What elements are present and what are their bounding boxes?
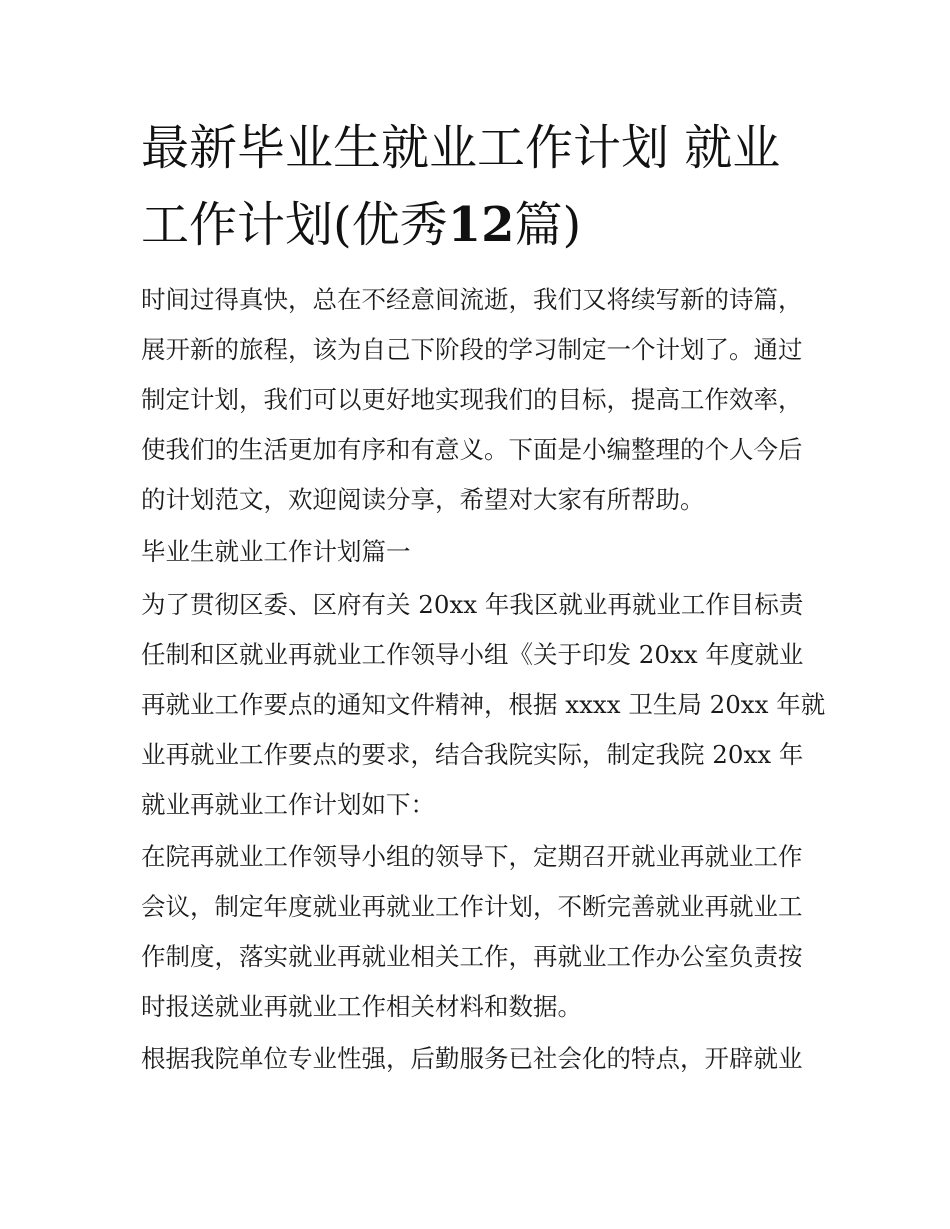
body-line-11: 就业再就业工作计划如下： <box>141 790 435 819</box>
body-line-16: 根据我院单位专业性强，后勤服务已社会化的特点，开辟就业 <box>141 1044 803 1073</box>
body-line-9: 再就业工作要点的通知文件精神，根据 xxxx 卫生局 20xx 年就 <box>141 690 826 719</box>
body-line-12: 在院再就业工作领导小组的领导下，定期召开就业再就业工作 <box>141 842 803 871</box>
title-text-b: 篇) <box>514 197 582 253</box>
body-line-1: 时间过得真快，总在不经意间流逝，我们又将续写新的诗篇， <box>141 285 803 314</box>
body-line-10: 业再就业工作要点的要求，结合我院实际，制定我院 20xx 年 <box>141 740 804 769</box>
section-heading: 毕业生就业工作计划篇一 <box>141 537 411 566</box>
document-title-line-2 <box>141 195 581 255</box>
body-line-13: 会议，制定年度就业再就业工作计划，不断完善就业再就业工 <box>141 892 803 921</box>
body-line-4: 使我们的生活更加有序和有意义。下面是小编整理的个人今后 <box>141 435 803 464</box>
body-line-14: 作制度，落实就业再就业相关工作，再就业工作办公室负责按 <box>141 942 803 971</box>
body-line-7: 为了贯彻区委、区府有关 20xx 年我区就业再就业工作目标责 <box>141 590 804 619</box>
body-line-2: 展开新的旅程，该为自己下阶段的学习制定一个计划了。通过 <box>141 335 803 364</box>
title-number: 12 <box>447 197 515 253</box>
body-line-15: 时报送就业再就业工作相关材料和数据。 <box>141 992 582 1021</box>
document-title-line-1: 最新毕业生就业工作计划 就业 <box>141 120 781 176</box>
title-text-a: 工作计划(优秀 <box>141 197 448 253</box>
body-line-5: 的计划范文，欢迎阅读分享，希望对大家有所帮助。 <box>141 485 705 514</box>
body-line-8: 任制和区就业再就业工作领导小组《关于印发 20xx 年度就业 <box>141 640 804 669</box>
body-line-3: 制定计划，我们可以更好地实现我们的目标，提高工作效率， <box>141 385 803 414</box>
